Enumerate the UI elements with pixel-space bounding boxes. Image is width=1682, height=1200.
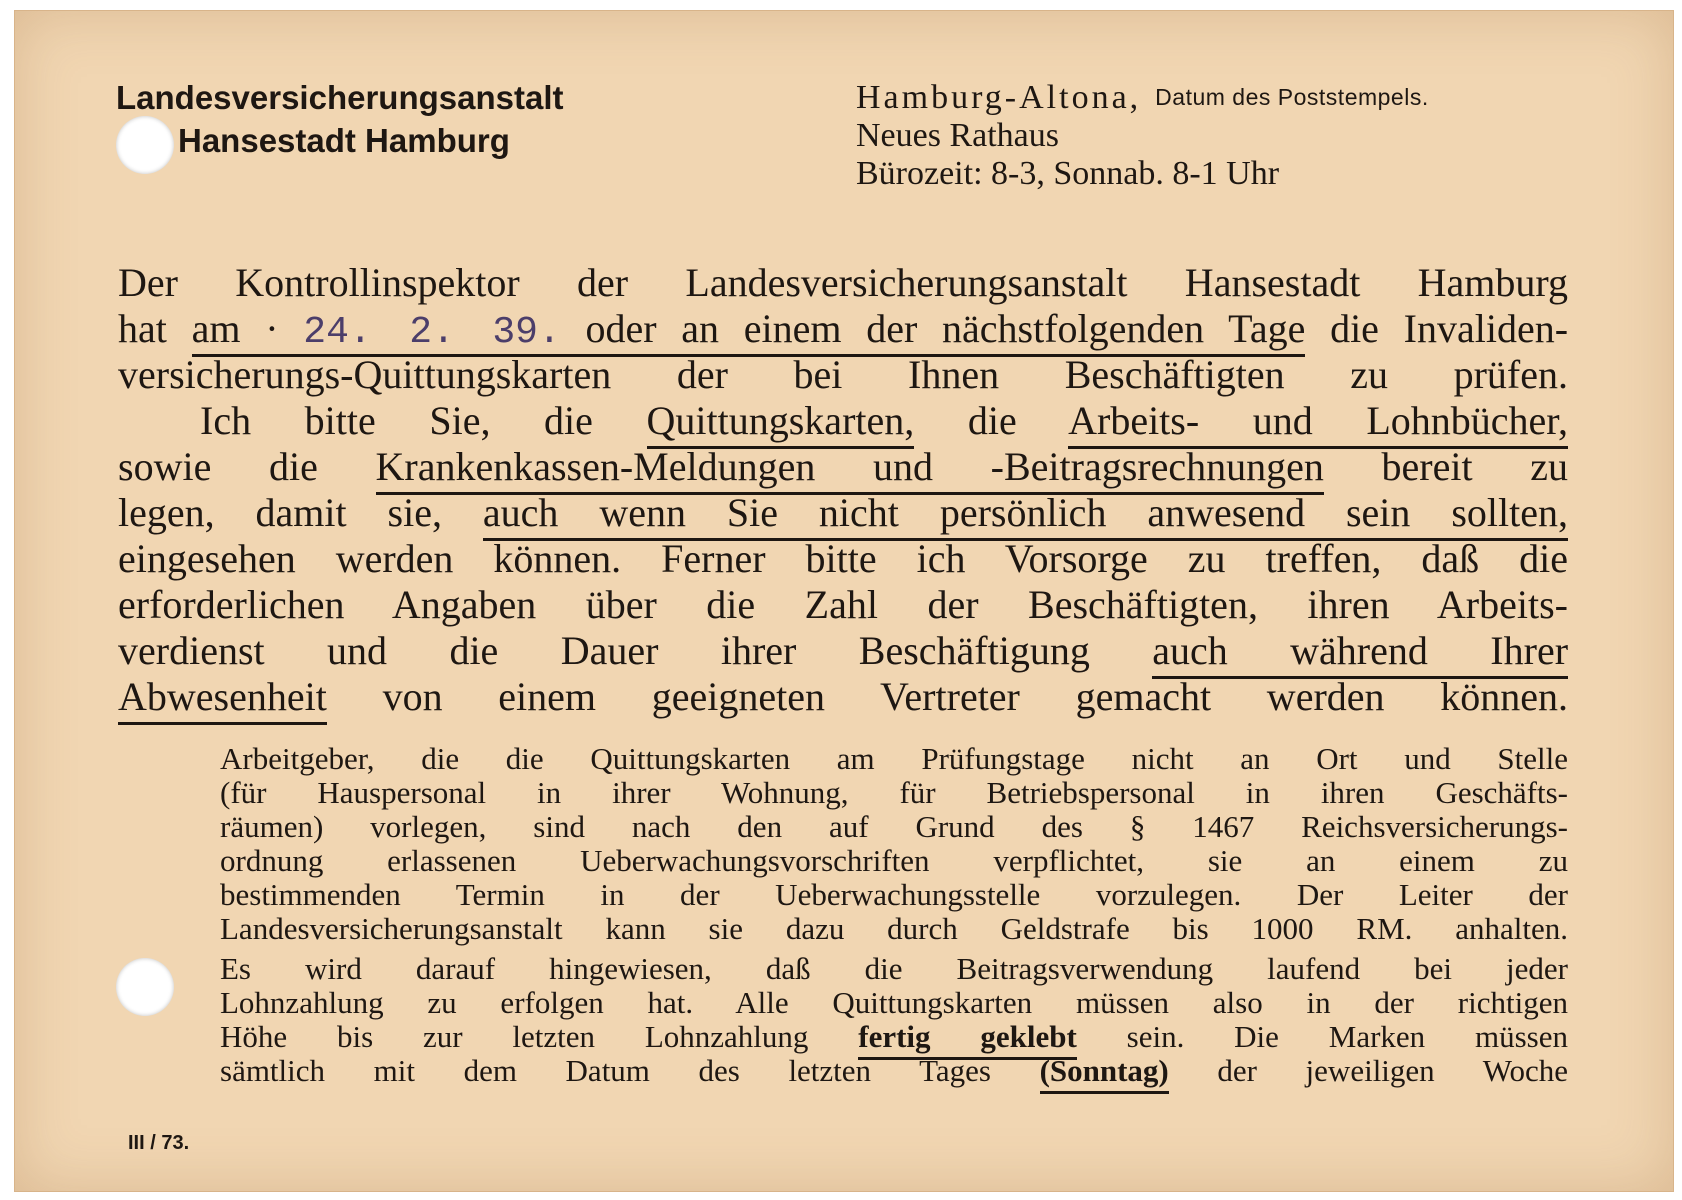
notice-line-6: Landesversicherungsanstalt kann sie dazu durch Geldstrafe bis 1000 RM. anhalten. [220, 911, 1568, 946]
sender-line-1: Landesversicherungsanstalt [116, 79, 564, 116]
underline-sonntag: (Sonntag) [1040, 1053, 1169, 1094]
body-line-2: hat am · 24. 2. 39. oder an einem der nächstfolgenden Tage die Invaliden- [118, 306, 1568, 356]
notice-line-1: Arbeitgeber, die die Quittungskarten am Prüfungstage nicht an Ort und Stelle [220, 741, 1568, 776]
body-line-8: erforderlichen Angaben über die Zahl der Beschäftigten, ihren Arbeits- [118, 582, 1568, 627]
underline-quittungskarten: Quittungskarten, [647, 398, 915, 449]
office-hours: Bürozeit: 8-3, Sonnab. 8-1 Uhr [856, 155, 1280, 192]
notice-line-10: sämtlich mit dem Datum des letzten Tages (Sonntag) der jeweiligen Woche [220, 1054, 1568, 1088]
body-line-4: Ich bitte Sie, die Quittungskarten, die Arbeits- und Lohnbücher, [200, 398, 1568, 444]
notice-line-9: Höhe bis zur letzten Lohnzahlung fertig geklebt sein. Die Marken müssen [220, 1020, 1568, 1054]
handwritten-date: 24. 2. 39. [303, 311, 561, 354]
body-line-6: legen, damit sie, auch wenn Sie nicht persönlich anwesend sein sollten, [118, 490, 1568, 536]
underline-abwesenheit: Abwesenheit [118, 674, 327, 725]
underline-krankenkassen: Krankenkassen-Meldungen und -Beitragsrechnungen [376, 444, 1324, 495]
notice-line-3: räumen) vorlegen, sind nach den auf Grund des § 1467 Reichsversicherungs- [220, 809, 1568, 844]
underline-fertig-geklebt: fertig geklebt [858, 1019, 1077, 1060]
sender-line-2: Hansestadt Hamburg [178, 122, 510, 159]
notice-line-2: (für Hauspersonal in ihrer Wohnung, für Betriebspersonal in ihren Geschäfts- [220, 775, 1568, 810]
notice-line-7: Es wird darauf hingewiesen, daß die Beitragsverwendung laufend bei jeder [220, 951, 1568, 986]
underline-lohnbuecher: Arbeits- und Lohnbücher, [1068, 398, 1568, 449]
underline-waehrend: auch während Ihrer [1152, 628, 1568, 679]
body-line-10: Abwesenheit von einem geeigneten Vertreter gemacht werden können. [118, 674, 1568, 720]
body-line-1: Der Kontrollinspektor der Landesversicherungsanstalt Hansestadt Hamburg [118, 260, 1568, 305]
body-line-7: eingesehen werden können. Ferner bitte ich Vorsorge zu treffen, daß die [118, 536, 1568, 581]
underline-anwesend: auch wenn Sie nicht persönlich anwesend sein sollten, [483, 490, 1568, 541]
inspection-date: am · 24. 2. 39. oder an einem der nächstfolgenden Tage [192, 306, 1306, 357]
notice-line-5: bestimmenden Termin in der Ueberwachungsstelle vorzulegen. Der Leiter der [220, 877, 1568, 912]
body-line-9: verdienst und die Dauer ihrer Beschäftigung auch während Ihrer [118, 628, 1568, 674]
form-code: III / 73. [128, 1132, 190, 1154]
date-note: Datum des Poststempels. [1155, 84, 1429, 110]
notice-line-4: ordnung erlassenen Ueberwachungsvorschriften verpflichtet, sie an einem zu [220, 843, 1568, 878]
notice-line-8: Lohnzahlung zu erfolgen hat. Alle Quittungskarten müssen also in der richtigen [220, 985, 1568, 1020]
city: Hamburg-Altona, [856, 79, 1142, 116]
building: Neues Rathaus [856, 117, 1060, 154]
sender-block [116, 76, 564, 162]
body-line-5: sowie die Krankenkassen-Meldungen und -Beitragsrechnungen bereit zu [118, 444, 1568, 490]
address-block [856, 78, 1429, 193]
punch-hole [116, 958, 174, 1016]
body-line-3: versicherungs-Quittungskarten der bei Ihnen Beschäftigten zu prüfen. [118, 352, 1568, 397]
